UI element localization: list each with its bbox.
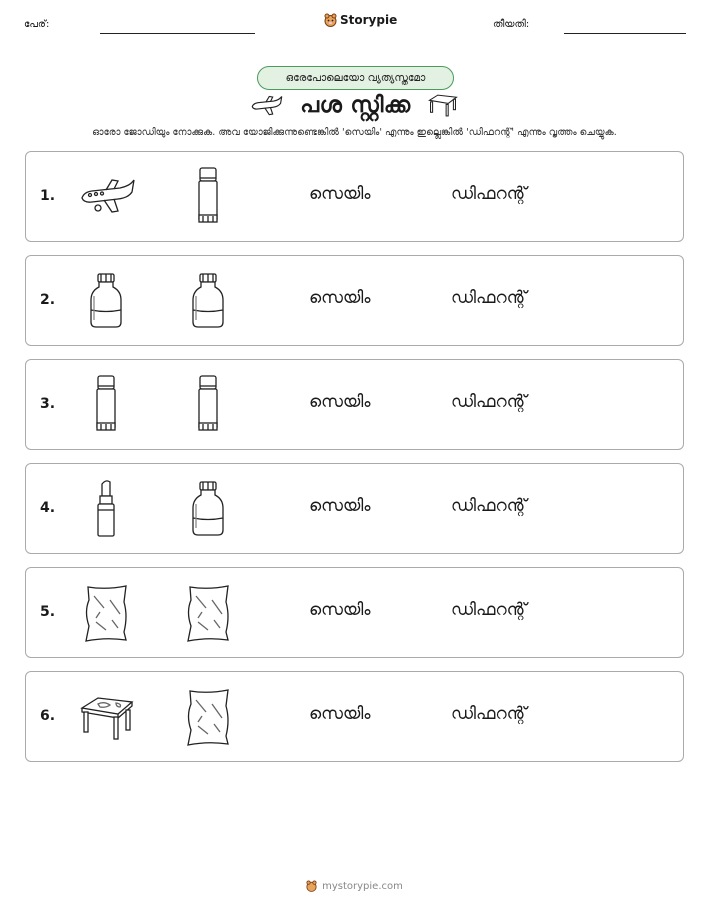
question-row <box>25 359 684 450</box>
question-number: 1. <box>40 188 56 204</box>
category-pill <box>257 66 454 90</box>
question-number: 2. <box>40 292 56 308</box>
table-icon <box>76 686 136 748</box>
question-row <box>25 151 684 242</box>
name-field[interactable] <box>100 33 255 34</box>
jar-icon <box>178 270 238 332</box>
brand-name: Storypie <box>340 13 398 27</box>
jar-icon <box>178 478 238 540</box>
same-option[interactable]: സെയിം <box>309 496 371 516</box>
brand-logo <box>324 13 397 27</box>
page-title: പശ സ്റ്റിക്ക <box>300 92 411 118</box>
plastic-bag-icon <box>178 582 238 644</box>
lipstick-icon <box>76 478 136 540</box>
glue-stick-icon <box>178 374 238 436</box>
airplane-icon <box>76 166 136 228</box>
storypie-logo-icon <box>306 880 317 892</box>
question-row <box>25 255 684 346</box>
same-option[interactable]: സെയിം <box>309 600 371 620</box>
same-option[interactable]: സെയിം <box>309 184 371 204</box>
date-label: തീയതി: <box>493 19 530 30</box>
question-number: 3. <box>40 396 56 412</box>
same-option[interactable]: സെയിം <box>309 288 371 308</box>
different-option[interactable]: ഡിഫറന്റ് <box>451 392 527 412</box>
title-row <box>0 92 709 118</box>
different-option[interactable]: ഡിഫറന്റ് <box>451 288 527 308</box>
glue-stick-icon <box>76 374 136 436</box>
table-icon <box>427 92 459 118</box>
same-option[interactable]: സെയിം <box>309 704 371 724</box>
plastic-bag-icon <box>76 582 136 644</box>
different-option[interactable]: ഡിഫറന്റ് <box>451 600 527 620</box>
different-option[interactable]: ഡിഫറന്റ് <box>451 184 527 204</box>
footer-site[interactable]: mystorypie.com <box>322 880 403 892</box>
same-option[interactable]: സെയിം <box>309 392 371 412</box>
different-option[interactable]: ഡിഫറന്റ് <box>451 704 527 724</box>
category-label: ഒരേപോലെയോ വ്യത്യസ്തമോ <box>285 71 426 84</box>
question-number: 6. <box>40 708 56 724</box>
different-option[interactable]: ഡിഫറന്റ് <box>451 496 527 516</box>
footer <box>0 880 709 892</box>
question-row <box>25 463 684 554</box>
question-row <box>25 567 684 658</box>
instruction-text: ഓരോ ജോഡിയും നോക്കുക. അവ യോജിക്കുന്നുണ്ടെങ്കിൽ 'സെയിം' എന്നും ഇല്ലെങ്കിൽ 'ഡിഫറന്റ്' എന്നും വൃത്തം ചെയ്യുക. <box>92 127 617 138</box>
jar-icon <box>76 270 136 332</box>
plastic-bag-icon <box>178 686 238 748</box>
airplane-icon <box>250 93 284 117</box>
name-label: പേര്: <box>24 19 50 30</box>
date-field[interactable] <box>564 33 686 34</box>
question-number: 4. <box>40 500 56 516</box>
question-number: 5. <box>40 604 56 620</box>
storypie-logo-icon <box>324 13 337 27</box>
glue-stick-icon <box>178 166 238 228</box>
question-row <box>25 671 684 762</box>
